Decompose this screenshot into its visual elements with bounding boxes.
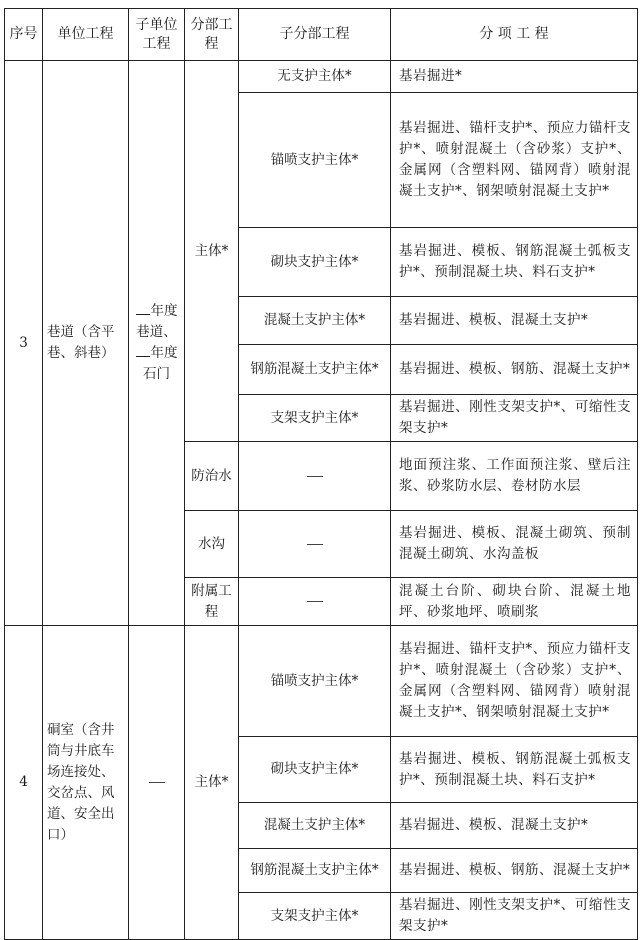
sub-division-cell: 支架支护主体* — [239, 893, 391, 940]
header-row — [5, 9, 638, 61]
project-division-table — [4, 8, 638, 940]
seq-cell: 4 — [5, 626, 43, 940]
sub-division-cell: 砌块支护主体* — [239, 737, 391, 803]
division-cell: 附属工程 — [185, 578, 239, 626]
sub-unit-cell — [129, 626, 185, 940]
items-cell: 基岩掘进* — [391, 61, 638, 93]
table-row — [5, 61, 638, 93]
items-cell: 基岩掘进、模板、钢筋混凝土弧板支护*、预制混凝土块、料石支护* — [391, 737, 638, 803]
header-items: 分 项 工 程 — [391, 9, 638, 61]
sub-division-cell: 混凝土支护主体* — [239, 297, 391, 345]
unit-cell: 巷道（含平巷、斜巷） — [43, 61, 129, 626]
header-seq: 序号 — [5, 9, 43, 61]
table-row — [5, 626, 638, 737]
division-cell: 防治水 — [185, 442, 239, 511]
items-cell: 基岩掘进、模板、混凝土支护* — [391, 803, 638, 849]
items-cell: 基岩掘进、模板、钢筋、混凝土支护* — [391, 345, 638, 395]
items-cell: 基岩掘进、锚杆支护*、预应力锚杆支护*、喷射混凝土（含砂浆）支护*、金属网（含塑料网、锚网背）喷射混凝土支护*、钢架喷射混凝土支护* — [391, 93, 638, 228]
sub-division-cell: 无支护主体* — [239, 61, 391, 93]
items-cell: 基岩掘进、模板、钢筋、混凝土支护* — [391, 849, 638, 893]
items-cell: 基岩掘进、刚性支架支护*、可缩性支架支护* — [391, 893, 638, 940]
sub-division-cell — [239, 442, 391, 511]
dash-icon — [149, 782, 165, 783]
sub-division-cell: 支架支护主体* — [239, 395, 391, 442]
header-unit: 单位工程 — [43, 9, 129, 61]
division-cell: 主体* — [185, 626, 239, 940]
sub-division-cell: 钢筋混凝土支护主体* — [239, 849, 391, 893]
sub-division-cell — [239, 511, 391, 578]
sub-unit-cell: 年度 巷道、 年度 石门 — [129, 61, 185, 626]
sub-division-cell: 混凝土支护主体* — [239, 803, 391, 849]
sub-division-cell: 锚喷支护主体* — [239, 626, 391, 737]
division-cell: 水沟 — [185, 511, 239, 578]
items-cell: 基岩掘进、刚性支架支护*、可缩性支架支护* — [391, 395, 638, 442]
division-cell: 主体* — [185, 61, 239, 442]
dash-icon — [307, 476, 323, 477]
items-cell: 地面预注浆、工作面预注浆、壁后注浆、砂浆防水层、卷材防水层 — [391, 442, 638, 511]
sub-division-cell: 钢筋混凝土支护主体* — [239, 345, 391, 395]
blank-line-icon — [136, 356, 150, 357]
sub-division-cell: 锚喷支护主体* — [239, 93, 391, 228]
header-sub-division: 子分部工程 — [239, 9, 391, 61]
sub-division-cell: 砌块支护主体* — [239, 228, 391, 297]
dash-icon — [307, 601, 323, 602]
header-division: 分部工程 — [185, 9, 239, 61]
items-cell: 基岩掘进、模板、混凝土砌筑、预制混凝土砌筑、水沟盖板 — [391, 511, 638, 578]
items-cell: 基岩掘进、锚杆支护*、预应力锚杆支护*、喷射混凝土（含砂浆）支护*、金属网（含塑料网、锚网背）喷射混凝土支护*、钢架喷射混凝土支护* — [391, 626, 638, 737]
seq-cell: 3 — [5, 61, 43, 626]
blank-line-icon — [136, 314, 150, 315]
items-cell: 混凝土台阶、砌块台阶、混凝土地坪、砂浆地坪、喷刷浆 — [391, 578, 638, 626]
sub-division-cell — [239, 578, 391, 626]
unit-cell: 硐室（含井筒与井底车场连接处、交岔点、风道、安全出口） — [43, 626, 129, 940]
dash-icon — [307, 544, 323, 545]
items-cell: 基岩掘进、模板、钢筋混凝土弧板支护*、预制混凝土块、料石支护* — [391, 228, 638, 297]
header-sub-unit: 子单位工程 — [129, 9, 185, 61]
items-cell: 基岩掘进、模板、混凝土支护* — [391, 297, 638, 345]
